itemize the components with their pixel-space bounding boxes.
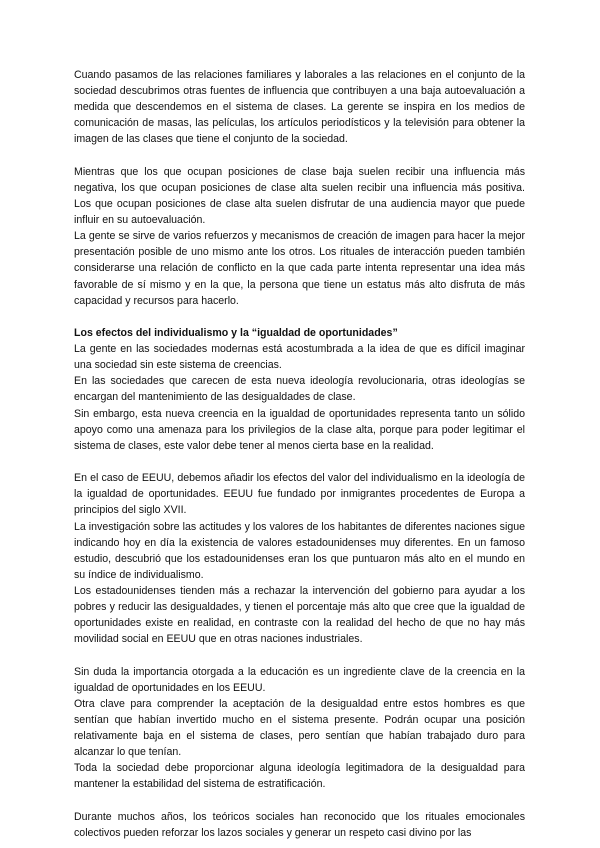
paragraph-gap [74, 147, 525, 163]
paragraph: Sin embargo, esta nueva creencia en la igualdad de oportunidades representa tanto un sólido apoyo como una amenaza para los privilegios de la clase alta, porque para poder legitimar el sistema de clases, este valor debe tener al menos cierta base en la realidad. [74, 407, 525, 452]
paragraph-gap [74, 647, 525, 663]
paragraph-gap [74, 792, 525, 808]
paragraph: Otra clave para comprender la aceptación de la desigualdad entre estos hombres es que sentían que habían invertido mucho en el sistema presente. Podrán ocupar una posición relativamente baja en el sistema de clases, pero sentían que habían trabajado duro para alcanzar lo que tenían. [74, 697, 525, 759]
document-page [74, 67, 525, 841]
paragraph: La investigación sobre las actitudes y los valores de los habitantes de diferentes naciones sigue indicando hoy en día la existencia de valores estadounidenses muy diferentes. En un famoso estudio, descubrió que los estadounidenses eran los que puntuaron más alto en el mundo en su índice de individualismo. [74, 520, 525, 581]
paragraph: En el caso de EEUU, debemos añadir los efectos del valor del individualismo en la ideología de la igualdad de oportunidades. EEUU fue fundado por inmigrantes procedentes de Europa a principios del siglo XVII. [74, 472, 525, 517]
paragraph: La gente en las sociedades modernas está acostumbrada a la idea de que es difícil imaginar una sociedad sin este sistema de creencias. [74, 343, 525, 372]
paragraph: Mientras que los que ocupan posiciones de clase baja suelen recibir una influencia más negativa, los que ocupan posiciones de clase alta suelen recibir una influencia más positiva. Los que ocupan posiciones de clase alta suelen disfrutar de una audiencia mayor que puede influir en su autoevaluación. [74, 165, 525, 227]
paragraph: Los estadounidenses tienden más a rechazar la intervención del gobierno para ayudar a los pobres y reducir las desigualdades, y tienen el porcentaje más alto que cree que la igualdad de oportunidades existe en realidad, en contraste con la realidad del hecho de que no hay más movilidad social en EEUU que en otras naciones industriales. [74, 584, 525, 646]
paragraph: Sin duda la importancia otorgada a la educación es un ingrediente clave de la creencia en la igualdad de oportunidades en los EEUU. [74, 665, 525, 694]
paragraph-gap [74, 309, 525, 325]
paragraph: Cuando pasamos de las relaciones familiares y laborales a las relaciones en el conjunto de la sociedad descubrimos otras fuentes de influencia que contribuyen a una baja autoevaluación a medida que descendemos en el sistema de clases. La gerente se inspira en los medios de comunicación de masas, las películas, los artículos periodísticos y la televisión para obtener la imagen de las clases que tiene el conjunto de la sociedad. [74, 69, 525, 146]
section-heading: Los efectos del individualismo y la “igualdad de oportunidades” [74, 327, 398, 340]
paragraph: En las sociedades que carecen de esta nueva ideología revolucionaria, otras ideologías se encargan del mantenimiento de las desigualdades de clase. [74, 375, 525, 404]
paragraph-gap [74, 454, 525, 470]
paragraph: Durante muchos años, los teóricos sociales han reconocido que los rituales emocionales colectivos pueden reforzar los lazos sociales y generar un respeto casi divino por las [74, 810, 525, 839]
paragraph: Toda la sociedad debe proporcionar alguna ideología legitimadora de la desigualdad para mantener la estabilidad del sistema de estratificación. [74, 762, 525, 791]
paragraph: La gente se sirve de varios refuerzos y mecanismos de creación de imagen para hacer la mejor presentación posible de uno mismo ante los otros. Los rituales de interacción pueden también considerarse una relación de conflicto en la que cada parte intenta representar una idea más favorable de sí mismo y en la que, la persona que tiene un estatus más alto disfruta de más capacidad y recursos para hacerlo. [74, 230, 525, 307]
